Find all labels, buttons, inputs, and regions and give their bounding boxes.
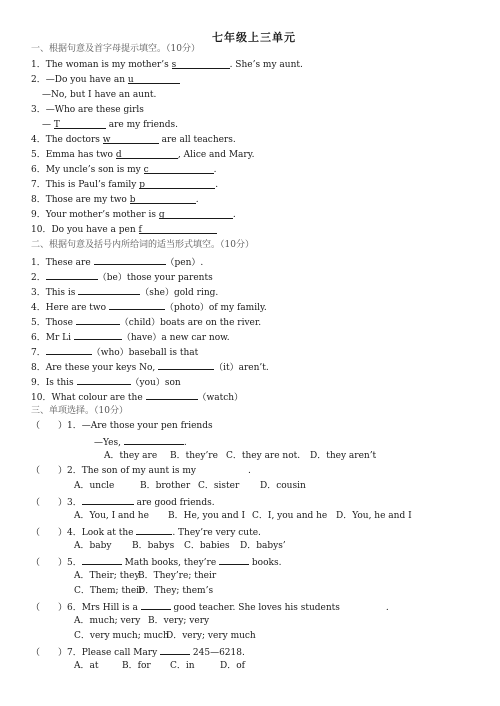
item-text: Are these your keys No, <box>45 363 159 373</box>
s2-item-8 <box>31 360 269 374</box>
question-text: Math books, they’re <box>121 558 220 568</box>
question-text: —Are those your pen friends <box>81 421 213 431</box>
s2-item-7 <box>31 345 198 359</box>
item-number: 8． <box>31 195 46 205</box>
item-text: Those are my two <box>45 195 130 205</box>
item-text: Emma has two <box>45 150 116 160</box>
question-text: . <box>247 466 251 476</box>
s1-item-8 <box>31 194 199 206</box>
item-number: 4． <box>31 135 46 145</box>
option-a[interactable]: A．Their; they <box>74 571 140 581</box>
question-text: good teacher. She loves his students <box>170 603 340 613</box>
answer-blank[interactable] <box>116 149 178 159</box>
hint-letter: T <box>53 120 60 130</box>
item-text: These are <box>45 258 94 268</box>
item-text: Here are two <box>45 303 109 313</box>
question-text: . <box>385 603 389 613</box>
item-text: , Alice and Mary. <box>177 150 255 160</box>
item-text: Mr Li <box>45 333 74 343</box>
option-d[interactable]: D．They; them’s <box>138 586 214 596</box>
item-number: 8． <box>31 363 46 373</box>
item-text: . <box>232 210 236 220</box>
mc-options-7 <box>74 660 245 672</box>
item-text: . <box>195 195 199 205</box>
question-text: 245—6218. <box>190 648 245 658</box>
question-text: The son of my aunt is my <box>81 466 196 476</box>
s1-item-9 <box>31 209 236 221</box>
answer-paren[interactable]: （ ） <box>31 603 68 613</box>
question-text: books. <box>249 558 282 568</box>
item-number: 1． <box>67 421 82 431</box>
option-b[interactable]: B．babys <box>132 541 175 551</box>
section2-heading: 二、根据句意及括号内所给词的适当形式填空。（10分） <box>31 240 254 250</box>
option-c[interactable]: C．very much; much <box>74 631 169 641</box>
option-c[interactable]: C．Them; their <box>74 586 144 596</box>
item-text: The doctors <box>45 135 103 145</box>
item-number: 3． <box>31 288 46 298</box>
option-a[interactable]: A．You, I and he <box>74 511 149 521</box>
s1-item-10 <box>31 224 217 236</box>
s1-item-3-answer <box>42 119 178 131</box>
answer-blank[interactable] <box>144 164 214 174</box>
item-text: My uncle’s son is my <box>45 165 144 175</box>
item-text: . <box>213 165 217 175</box>
answer-blank[interactable] <box>139 179 215 189</box>
answer-blank[interactable] <box>136 525 172 535</box>
answer-blank[interactable] <box>78 285 140 295</box>
answer-blank[interactable] <box>76 315 120 325</box>
answer-blank[interactable] <box>74 330 122 340</box>
option-c[interactable]: C．sister <box>198 481 240 491</box>
s2-item-10 <box>31 390 243 404</box>
s2-item-5 <box>31 315 261 329</box>
option-c[interactable]: C．they are not. <box>226 451 301 461</box>
item-number: 2． <box>31 75 46 85</box>
answer-blank[interactable] <box>109 300 165 310</box>
option-b[interactable]: B．they’re <box>170 451 218 461</box>
answer-paren[interactable]: （ ） <box>31 421 68 431</box>
option-a[interactable]: A．baby <box>74 541 112 551</box>
option-b[interactable]: B．for <box>122 661 151 671</box>
question-text: are good friends. <box>133 498 215 508</box>
section3-heading: 三、单项选择。（10分） <box>31 406 128 416</box>
hint-letter: d <box>115 150 122 160</box>
item-text: （photo）of my family. <box>164 303 267 313</box>
hint-letter: u <box>127 75 134 85</box>
option-a[interactable]: A．much; very <box>74 616 141 626</box>
mc-options-3 <box>74 510 412 522</box>
option-c[interactable]: C．I, you and he <box>252 511 328 521</box>
item-number: 6． <box>31 165 46 175</box>
answer-blank[interactable] <box>146 390 198 400</box>
answer-blank[interactable] <box>219 555 249 565</box>
mc-options-6a <box>74 615 209 627</box>
answer-blank[interactable] <box>158 360 214 370</box>
answer-blank[interactable] <box>46 345 92 355</box>
s2-item-4 <box>31 300 267 314</box>
s2-item-6 <box>31 330 230 344</box>
item-text: . <box>215 180 219 190</box>
question-text: . They’re very cute. <box>172 528 261 538</box>
mc-options-4 <box>74 540 286 552</box>
item-number: 10． <box>31 225 52 235</box>
s1-item-7 <box>31 179 218 191</box>
option-d[interactable]: D．very; very much <box>166 631 256 641</box>
item-number: 3． <box>31 105 46 115</box>
item-number: 2． <box>67 466 82 476</box>
item-number: 3． <box>67 498 82 508</box>
item-text: （it）aren’t. <box>214 363 269 373</box>
mc-question-3 <box>31 495 215 509</box>
item-number: 4． <box>31 303 46 313</box>
mc-options-6b <box>74 630 256 642</box>
option-a[interactable]: A．at <box>74 661 99 671</box>
mc-question-1 <box>31 420 213 432</box>
answer-blank[interactable] <box>172 59 230 69</box>
s1-item-2-answer: —No, but I have an aunt. <box>42 90 157 100</box>
option-b[interactable]: B．brother <box>140 481 191 491</box>
question-text: Please call Mary <box>81 648 161 658</box>
answer-paren[interactable]: （ ） <box>31 528 68 538</box>
mc-options-2 <box>74 480 306 492</box>
option-d[interactable]: D．You, he and I <box>336 511 412 521</box>
option-c[interactable]: C．in <box>170 661 195 671</box>
item-text: Those <box>45 318 76 328</box>
item-text: （watch） <box>197 393 244 403</box>
option-d[interactable]: D．of <box>220 661 245 671</box>
question-text: Look at the <box>81 528 137 538</box>
mc-options-5b <box>74 585 213 597</box>
item-number: 5． <box>31 150 46 160</box>
answer-blank[interactable] <box>54 119 106 129</box>
answer-paren[interactable]: （ ） <box>31 498 68 508</box>
answer-blank[interactable] <box>128 74 180 84</box>
item-text: （pen）. <box>165 258 204 268</box>
mc-question-1-line2 <box>94 435 187 449</box>
option-b[interactable]: B．He, you and I <box>168 511 246 521</box>
item-text: （who）baseball is that <box>91 348 199 358</box>
mc-question-2 <box>31 465 251 477</box>
answer-blank[interactable] <box>94 255 166 265</box>
answer-blank[interactable] <box>103 134 159 144</box>
option-a[interactable]: A．uncle <box>74 481 115 491</box>
item-number: 7． <box>31 348 46 358</box>
answer-paren[interactable]: （ ） <box>31 466 68 476</box>
answer-blank[interactable] <box>160 645 190 655</box>
item-number: 9． <box>31 378 46 388</box>
answer-blank[interactable] <box>77 375 131 385</box>
item-number: 10． <box>31 393 52 403</box>
item-text: This is <box>45 288 79 298</box>
item-text: （you）son <box>130 378 181 388</box>
answer-blank[interactable] <box>82 555 122 565</box>
option-b[interactable]: B．very; very <box>148 616 210 626</box>
hint-letter: s <box>171 60 177 70</box>
item-text: . She’s my aunt. <box>229 60 303 70</box>
s2-item-2 <box>31 270 213 284</box>
item-text: —Do you have an <box>45 75 128 85</box>
hint-letter: p <box>139 180 145 190</box>
hint-letter: g <box>158 210 165 220</box>
option-d[interactable]: D．cousin <box>260 481 306 491</box>
answer-paren[interactable]: （ ） <box>31 648 68 658</box>
item-text: （child）boats are on the river. <box>119 318 262 328</box>
item-number: 5． <box>67 558 82 568</box>
mc-question-5 <box>31 555 281 569</box>
item-text: Your mother’s mother is <box>45 210 159 220</box>
answer-blank[interactable] <box>46 270 98 280</box>
answer-blank[interactable] <box>159 209 233 219</box>
item-text: The woman is my mother’s <box>45 60 172 70</box>
s2-item-1 <box>31 255 203 269</box>
answer-blank[interactable] <box>141 600 171 610</box>
s2-item-9 <box>31 375 181 389</box>
hint-letter: w <box>102 135 111 145</box>
mc-options-5a <box>74 570 216 582</box>
s2-item-3 <box>31 285 218 299</box>
item-text: — <box>42 120 54 130</box>
s1-item-2 <box>31 74 180 86</box>
item-number: 6． <box>67 603 82 613</box>
item-number: 1． <box>31 258 46 268</box>
mc-question-6 <box>31 600 389 614</box>
hint-letter: f <box>138 225 142 235</box>
mc-question-4 <box>31 525 261 539</box>
item-text: are my friends. <box>105 120 178 130</box>
option-d[interactable]: D．babys’ <box>240 541 286 551</box>
item-text: （she）gold ring. <box>140 288 219 298</box>
item-number: 7． <box>67 648 82 658</box>
mc-options-1 <box>104 450 376 462</box>
s1-item-6 <box>31 164 216 176</box>
question-text: . <box>183 438 187 448</box>
answer-paren[interactable]: （ ） <box>31 558 68 568</box>
item-text: are all teachers. <box>158 135 236 145</box>
s1-item-3 <box>31 104 144 116</box>
item-text: Do you have a pen <box>51 225 139 235</box>
item-text: This is Paul’s family <box>45 180 140 190</box>
option-d[interactable]: D．they aren’t <box>310 451 377 461</box>
section1-heading: 一、根据句意及首字母提示填空。（10分） <box>31 44 200 54</box>
item-text: —Who are these girls <box>45 105 144 115</box>
item-number: 1． <box>31 60 46 70</box>
answer-blank[interactable] <box>82 495 134 505</box>
item-number: 9． <box>31 210 46 220</box>
item-text: Is this <box>45 378 77 388</box>
option-a[interactable]: A．they are <box>104 451 158 461</box>
hint-letter: b <box>129 195 136 205</box>
s1-item-1 <box>31 59 303 71</box>
item-text: （have）a new car now. <box>121 333 230 343</box>
item-text: （be）those your parents <box>97 273 213 283</box>
question-text: Mrs Hill is a <box>81 603 141 613</box>
s1-item-5 <box>31 149 254 161</box>
page-title: 七年级上三单元 <box>212 31 296 44</box>
answer-blank[interactable] <box>139 224 217 234</box>
answer-blank[interactable] <box>130 194 196 204</box>
item-number: 6． <box>31 333 46 343</box>
mc-question-7 <box>31 645 245 659</box>
s1-item-4 <box>31 134 236 146</box>
item-number: 7． <box>31 180 46 190</box>
item-number: 4． <box>67 528 82 538</box>
hint-letter: c <box>143 165 149 175</box>
option-b[interactable]: B．They’re; their <box>138 571 217 581</box>
option-c[interactable]: C．babies <box>184 541 230 551</box>
item-text: What colour are the <box>51 393 146 403</box>
item-number: 2． <box>31 273 46 283</box>
question-text: —Yes, <box>94 438 124 448</box>
answer-blank[interactable] <box>124 435 184 445</box>
item-number: 5． <box>31 318 46 328</box>
